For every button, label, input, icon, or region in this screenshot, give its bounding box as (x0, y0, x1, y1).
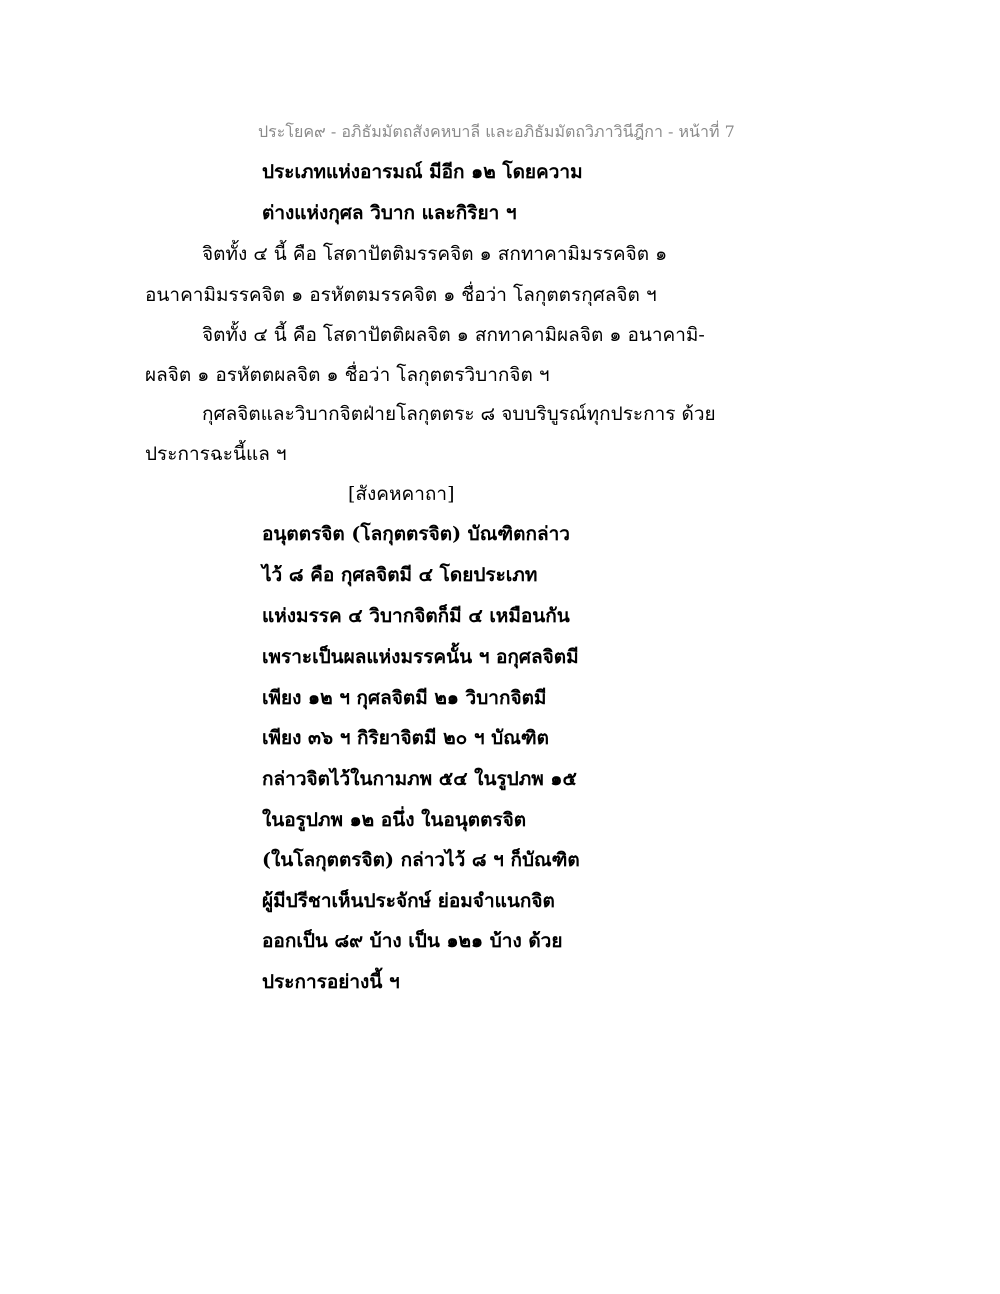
verse-line-4: เพราะเป็นผลแห่งมรรคนั้น ฯ อกุศลจิตมี (262, 646, 579, 668)
verse-line-12: ประการอย่างนี้ ฯ (262, 971, 400, 993)
verse-line-2: ไว้ ๘ คือ กุศลจิตมี ๔ โดยประเภท (262, 564, 538, 586)
verse-line-8: ในอรูปภพ ๑๒ อนึ่ง ในอนุตตรจิต (262, 809, 527, 831)
heading-line-1: ประเภทแห่งอารมณ์ มีอีก ๑๒ โดยความ (262, 161, 583, 183)
verse-line-1: อนุตตรจิต (โลกุตตรจิต) บัณฑิตกล่าว (262, 523, 570, 545)
verse-line-10: ผู้มีปรีชาเห็นประจักษ์ ย่อมจำแนกจิต (262, 890, 555, 912)
section-label: [สังคหคาถา] (348, 483, 455, 505)
paragraph-2-line-2: ผลจิต ๑ อรหัตตผลจิต ๑ ชื่อว่า โลกุตตรวิบากจิต ฯ (145, 364, 550, 386)
verse-line-11: ออกเป็น ๘๙ บ้าง เป็น ๑๒๑ บ้าง ด้วย (262, 930, 563, 952)
paragraph-1-line-2: อนาคามิมรรคจิต ๑ อรหัตตมรรคจิต ๑ ชื่อว่า โลกุตตรกุศลจิต ฯ (145, 284, 657, 306)
heading-line-2: ต่างแห่งกุศล วิบาก และกิริยา ฯ (262, 202, 517, 224)
verse-line-9: (ในโลกุตตรจิต) กล่าวไว้ ๘ ฯ ก็บัณฑิต (262, 849, 580, 871)
verse-line-5: เพียง ๑๒ ฯ กุศลจิตมี ๒๑ วิบากจิตมี (262, 687, 547, 709)
paragraph-3-line-2: ประการฉะนี้แล ฯ (145, 443, 287, 465)
verse-line-6: เพียง ๓๖ ฯ กิริยาจิตมี ๒๐ ฯ บัณฑิต (262, 727, 549, 749)
page-header: ประโยค๙ - อภิธัมมัตถสังคหบาลี และอภิธัมมัตถวิภาวินีฎีกา - หน้าที่ 7 (258, 122, 735, 141)
paragraph-3-line-1: กุศลจิตและวิบากจิตฝ่ายโลกุตตระ ๘ จบบริบูรณ์ทุกประการ ด้วย (202, 403, 716, 425)
paragraph-2-line-1: จิตทั้ง ๔ นี้ คือ โสดาปัตติผลจิต ๑ สกทาคามิผลจิต ๑ อนาคามิ- (202, 324, 705, 346)
verse-line-7: กล่าวจิตไว้ในกามภพ ๕๔ ในรูปภพ ๑๕ (262, 768, 577, 790)
paragraph-1-line-1: จิตทั้ง ๔ นี้ คือ โสดาปัตติมรรคจิต ๑ สกทาคามิมรรคจิต ๑ (202, 243, 668, 265)
verse-line-3: แห่งมรรค ๔ วิบากจิตก็มี ๔ เหมือนกัน (262, 605, 570, 627)
